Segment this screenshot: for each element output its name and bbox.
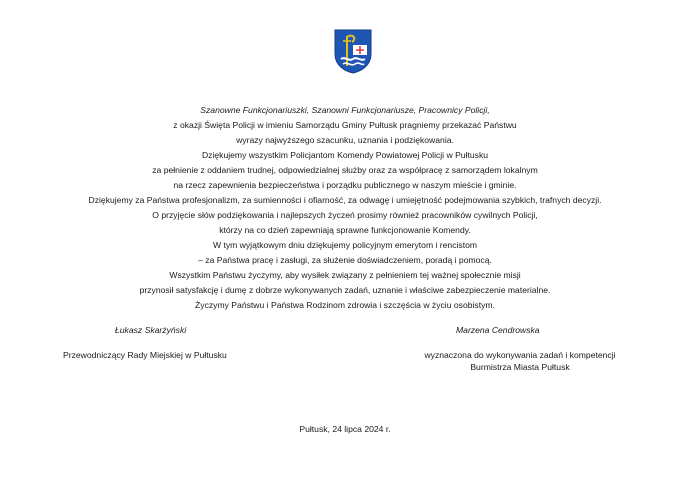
letter-line: W tym wyjątkowym dniu dziękujemy policyjnym emerytom i rencistom (212, 240, 478, 250)
signature-left-name: Łukasz Skarżyński (115, 325, 187, 335)
letter-body (0, 103, 690, 313)
letter-line: którzy na co dzień zapewniają sprawne funkcjonowanie Komendy. (219, 225, 471, 235)
signature-right-role-line: Burmistrza Miasta Pułtusk (470, 361, 570, 372)
letter-line: O przyjęcie słów podziękowania i najlepszych życzeń prosimy również pracowników cywilnych Policji, (152, 210, 538, 220)
letter-line: z okazji Święta Policji w imieniu Samorządu Gminy Pułtusk pragniemy przekazać Państwu (173, 120, 517, 130)
place-and-date: Pułtusk, 24 lipca 2024 r. (299, 424, 391, 434)
letter-line: Dziękujemy za Państwa profesjonalizm, za sumienności i ofiarność, za odwagę i umiejętność podejmowania szybkich, trafnych decyzji. (88, 195, 602, 205)
letter-line: Wszystkim Państwu życzymy, aby wysiłek związany z pełnieniem tej ważnej społecznie misji (169, 270, 521, 280)
signature-right-name: Marzena Cendrowska (456, 325, 540, 335)
letter-line: przynosił satysfakcję i dumę z dobrze wykonywanych zadań, uznanie i właściwe zabezpieczenie materialne. (139, 285, 551, 295)
letter-line: na rzecz zapewnienia bezpieczeństwa i porządku publicznego w naszym mieście i gminie. (173, 180, 517, 190)
signature-right-role-line: wyznaczona do wykonywania zadań i kompetencji (424, 350, 616, 360)
letter-line: za pełnienie z oddaniem trudnej, odpowiedzialnej służby oraz za współpracę z samorządem lokalnym (152, 165, 538, 175)
letter-salutation: Szanowne Funkcjonariuszki, Szanowni Funkcjonariusze, Pracownicy Policji, (200, 105, 490, 115)
signature-right-role (412, 350, 628, 373)
letter-line: – za Państwa pracę i zasługi, za służenie doświadczeniem, poradą i pomocą. (198, 255, 492, 265)
letter-line: Życzymy Państwu i Państwa Rodzinom zdrowia i szczęścia w życiu osobistym. (195, 300, 495, 310)
signature-left-role: Przewodniczący Rady Miejskiej w Pułtusku (63, 350, 227, 360)
letter-line: wyrazy najwyższego szacunku, uznania i podziękowania. (236, 135, 454, 145)
pultusk-coat-of-arms-icon (333, 28, 373, 74)
letter-line: Dziękujemy wszystkim Policjantom Komendy Powiatowej Policji w Pułtusku (201, 150, 489, 160)
